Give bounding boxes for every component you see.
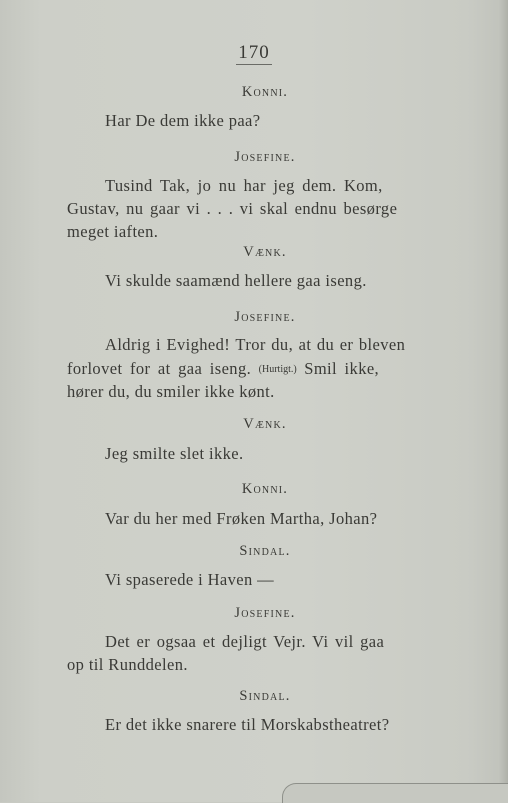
- dialogue-line: hører du, du smiler ikke kønt.: [67, 382, 275, 401]
- dialogue-line: Vi skulde saamænd hellere gaa iseng.: [105, 271, 367, 290]
- dialogue-line: Har De dem ikke paa?: [105, 111, 261, 130]
- page-number: 170: [238, 42, 270, 63]
- speaker-josefine: Josefine.: [234, 149, 296, 165]
- dialogue-text: Smil ikke,: [304, 359, 380, 378]
- speaker-konni: Konni.: [241, 84, 289, 100]
- speaker-sindal: Sindal.: [239, 543, 291, 559]
- dialogue-line: Tusind Tak, jo nu har jeg dem. Kom,: [105, 176, 383, 195]
- dialogue-line: op til Runddelen.: [67, 655, 188, 674]
- speaker-josefine: Josefine.: [234, 605, 296, 621]
- speaker-konni: Konni.: [241, 481, 289, 497]
- dialogue-line: Aldrig i Evighed! Tror du, at du er bleven: [105, 335, 406, 354]
- dialogue-text: forlovet for at gaa iseng.: [67, 359, 252, 378]
- dialogue-line: Det er ogsaa et dejligt Vejr. Vi vil gaa: [105, 632, 385, 651]
- speaker-vaenk: Vænk.: [243, 416, 287, 432]
- dialogue-line: Jeg smilte slet ikke.: [105, 444, 244, 463]
- dialogue-line: Er det ikke snarere til Morskabstheatret?: [105, 715, 390, 734]
- dialogue-line: Gustav, nu gaar vi . . . vi skal endnu besørge: [67, 199, 398, 218]
- speaker-sindal: Sindal.: [239, 688, 291, 704]
- speaker-vaenk: Vænk.: [243, 244, 287, 260]
- dialogue-line: meget iaften.: [67, 222, 159, 241]
- stage-direction: (Hurtigt.): [258, 364, 297, 375]
- dialogue-line: Vi spaserede i Haven —: [105, 570, 275, 589]
- dialogue-line: Var du her med Frøken Martha, Johan?: [105, 509, 378, 528]
- speaker-josefine: Josefine.: [234, 309, 296, 325]
- book-spine-shadow: [498, 0, 508, 802]
- page-corner-edge: [282, 783, 508, 803]
